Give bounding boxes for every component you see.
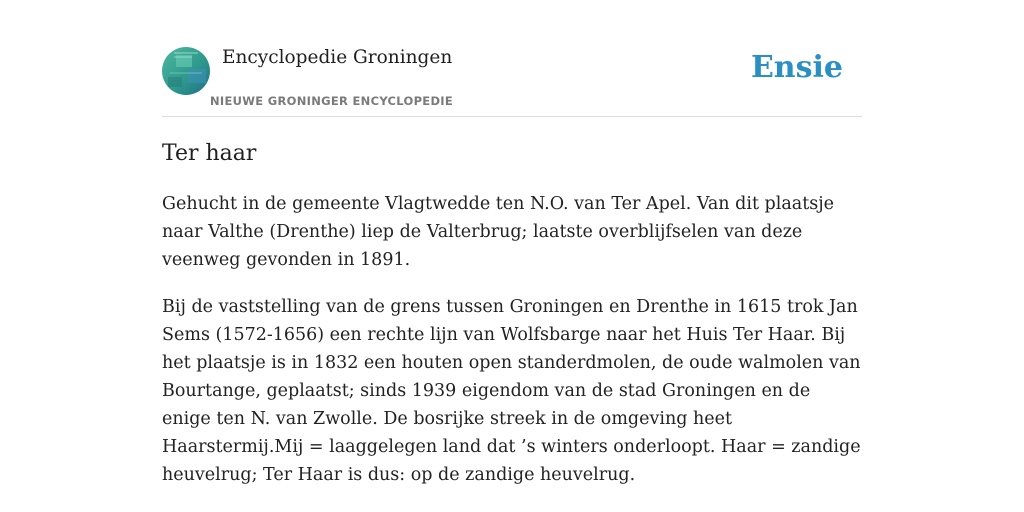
book-cover-icon[interactable] [162,47,210,95]
article [162,138,862,508]
page-title: Ter haar [162,141,257,166]
book-subtitle: NIEUWE GRONINGER ENCYCLOPEDIE [210,94,454,108]
book-title[interactable]: Encyclopedie Groningen [222,47,453,68]
article-paragraph: Bij de vaststelling van de grens tussen Groningen en Drenthe in 1615 trok Jan Sems (1572-1656) een rechte lijn van Wolfsbarge naar het Huis Ter Haar. Bij het plaatsje is in 1832 een houten open standerdmolen, de oude walmolen van Bourtange, geplaatst; sinds 1939 eigendom van de stad Groningen en de enige ten N. van Zwolle. De bosrijke streek in de omgeving heet Haarstermij.Mij = laaggelegen land dat ’s winters onderloopt. Haar = zandige heuvelrug; Ter Haar is dus: op de zandige heuvelrug. [162,297,861,485]
ensie-logo[interactable]: Ensie [750,50,843,85]
article-paragraph: Gehucht in de gemeente Vlagtwedde ten N.O. van Ter Apel. Van dit plaatsje naar Valthe (Drenthe) liep de Valterbrug; laatste overblijfselen van deze veenweg gevonden in 1891. [162,194,834,270]
encyclopedia-header [162,44,862,117]
